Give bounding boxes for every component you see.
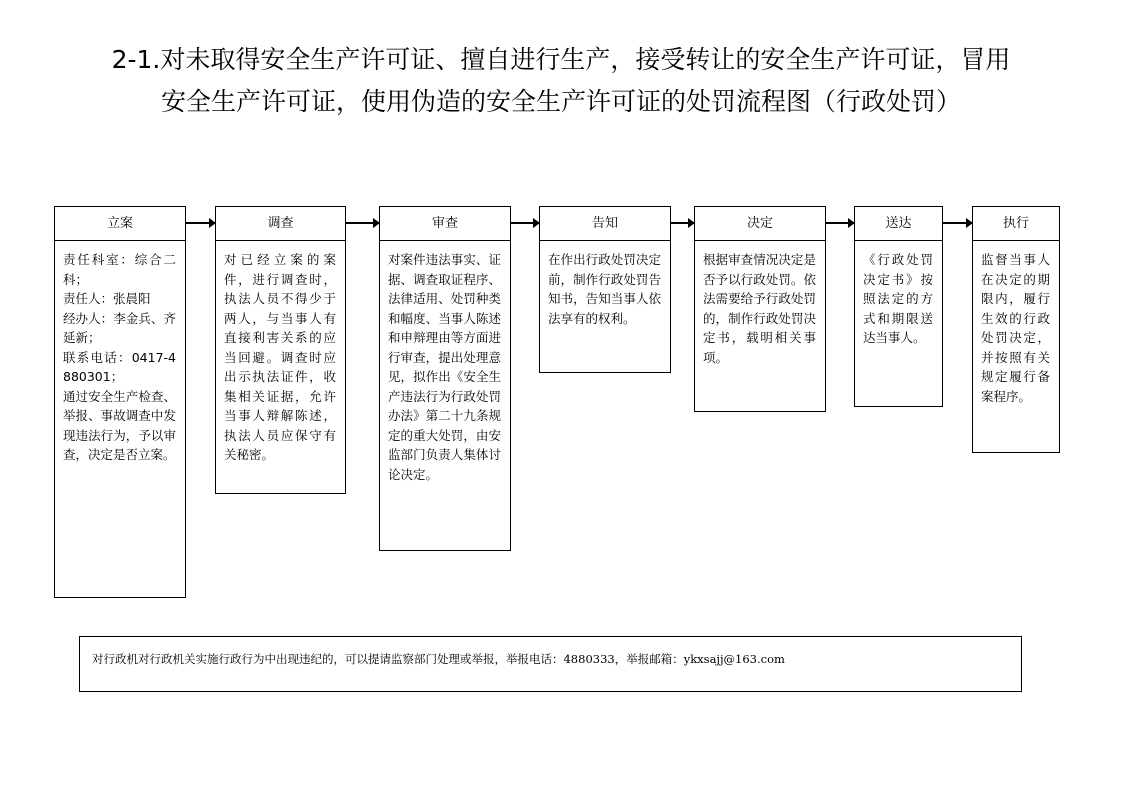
step-execution-label: 执行 <box>972 206 1060 241</box>
step-execution-text: 监督当事人在决定的期限内，履行生效的行政处罚决定，并按照有关规定履行备案程序。 <box>972 240 1060 453</box>
arrow-4 <box>671 222 694 224</box>
step-notification-text: 在作出行政处罚决定前，制作行政处罚告知书，告知当事人依法享有的权利。 <box>539 240 671 373</box>
step-filing-label: 立案 <box>54 206 186 241</box>
step-filing-text: 责任科室：综合二科； 责任人：张晨阳 经办人：李金兵、齐延新； 联系电话：0417-4880301； 通过安全生产检查、举报、事故调查中发现违法行为，予以审查，决定是否立案。 <box>54 240 186 598</box>
step-investigation-label: 调查 <box>215 206 346 241</box>
step-delivery-label: 送达 <box>854 206 943 241</box>
page-title-line2: 安全生产许可证，使用伪造的安全生产许可证的处罚流程图（行政处罚） <box>160 87 961 116</box>
arrow-1 <box>186 222 215 224</box>
arrow-6 <box>943 222 972 224</box>
step-decision-text: 根据审查情况决定是否予以行政处罚。依法需要给予行政处罚的，制作行政处罚决定书，载明相关事项。 <box>694 240 826 412</box>
arrow-5 <box>826 222 854 224</box>
step-notification-label: 告知 <box>539 206 671 241</box>
arrow-2 <box>346 222 379 224</box>
step-review-label: 审查 <box>379 206 511 241</box>
step-review-text: 对案件违法事实、证据、调查取证程序、法律适用、处罚种类和幅度、当事人陈述和申辩理由等方面进行审查，提出处理意见，拟作出《安全生产违法行为行政处罚办法》第二十九条规定的重大处罚，由安监部门负责人集体讨论决定。 <box>379 240 511 551</box>
arrow-3 <box>511 222 539 224</box>
step-delivery-text: 《行政处罚决定书》按照法定的方式和期限送达当事人。 <box>854 240 943 407</box>
report-note: 对行政机对行政机关实施行政行为中出现违纪的，可以提请监察部门处理或举报，举报电话：4880333，举报邮箱：ykxsajj@163.com <box>79 636 1022 692</box>
step-decision-label: 决定 <box>694 206 826 241</box>
step-investigation-text: 对已经立案的案件，进行调查时，执法人员不得少于两人，与当事人有直接利害关系的应当回避。调查时应出示执法证件，收集相关证据，允许当事人辩解陈述，执法人员应保守有关秘密。 <box>215 240 346 494</box>
page-title-line1: 2-1.对未取得安全生产许可证、擅自进行生产，接受转让的安全生产许可证，冒用 <box>111 45 1011 74</box>
